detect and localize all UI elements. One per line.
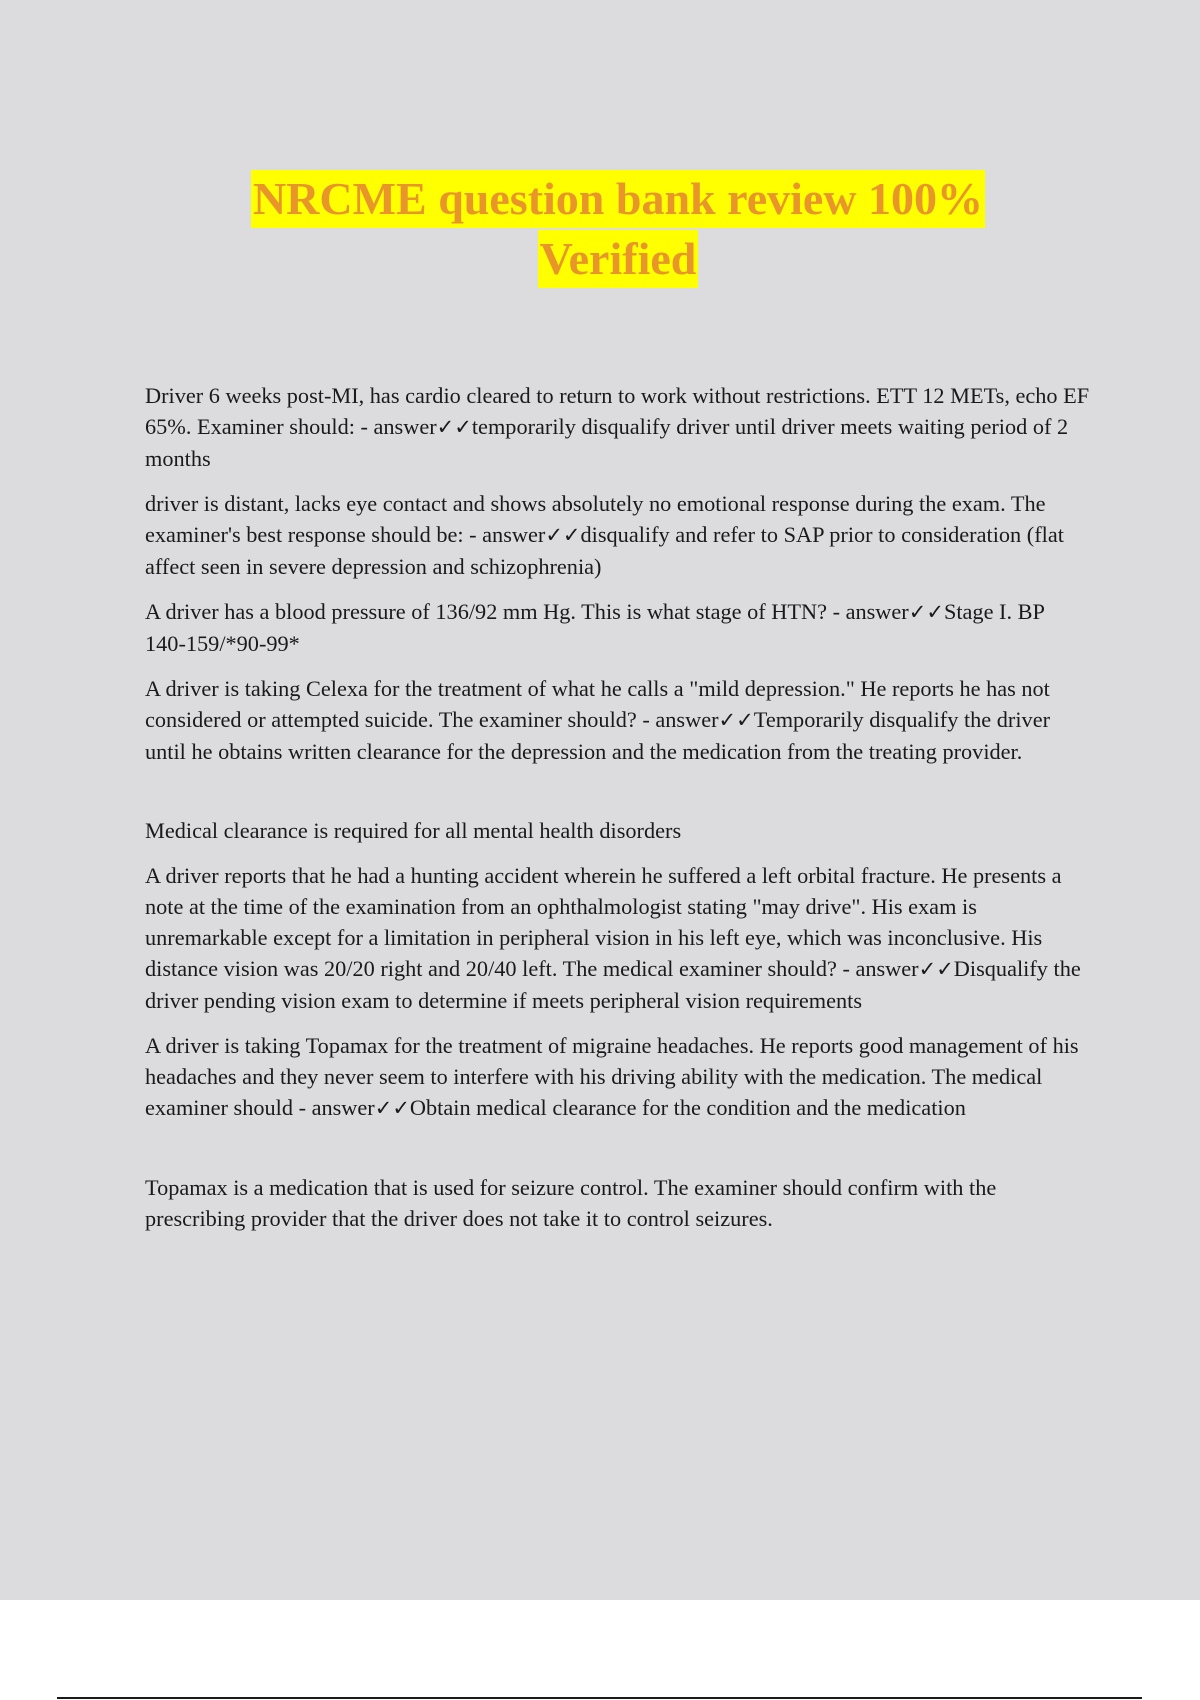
note-paragraph-1: Medical clearance is required for all mental health disorders bbox=[145, 818, 682, 843]
question-text: A driver has a blood pressure of 136/92 mm Hg. This is what stage of HTN? - answer bbox=[145, 599, 909, 624]
qa-paragraph-1 bbox=[145, 380, 1090, 474]
qa-paragraph-6 bbox=[145, 1030, 1090, 1124]
answer-text: Obtain medical clearance for the condition and the medication bbox=[409, 1095, 966, 1120]
check-mark-icon: ✓✓ bbox=[908, 600, 944, 624]
document-body bbox=[145, 380, 1090, 1248]
document-title bbox=[0, 170, 1200, 290]
qa-paragraph-5 bbox=[145, 860, 1090, 1016]
answer-text: disqualify and refer to SAP prior to consideration (flat affect seen in severe depression and schizophrenia) bbox=[145, 522, 1064, 579]
qa-paragraph-4 bbox=[145, 673, 1090, 767]
question-text: A driver reports that he had a hunting accident wherein he suffered a left orbital fracture. He presents a note at the time of the examination from an ophthalmologist stating "may drive". His exam is unremarkable except for a limitation in peripheral vision in his left eye, which was inconclusive. His distance vision was 20/20 right and 20/40 left. The medical examiner should? - answer bbox=[145, 863, 1062, 981]
answer-text: temporarily disqualify driver until driver meets waiting period of 2 months bbox=[145, 414, 1069, 471]
question-text: driver is distant, lacks eye contact and shows absolutely no emotional response during the exam. The examiner's best response should be: - answer bbox=[145, 491, 1046, 547]
question-text: Driver 6 weeks post-MI, has cardio cleared to return to work without restrictions. ETT 12 METs, echo EF 65%. Examiner should: - answer bbox=[145, 383, 1090, 439]
qa-paragraph-3 bbox=[145, 596, 1090, 659]
title-line-2: Verified bbox=[538, 230, 699, 288]
answer-text: Temporarily disqualify the driver until he obtains written clearance for the depression and the medication from the treating provider. bbox=[145, 707, 1051, 764]
check-mark-icon: ✓✓ bbox=[374, 1096, 410, 1120]
qa-paragraph-2 bbox=[145, 488, 1090, 582]
check-mark-icon: ✓✓ bbox=[918, 957, 954, 981]
question-text: A driver is taking Topamax for the treatment of migraine headaches. He reports good management of his headaches and they never seem to interfere with his driving ability with the medication. The medical examiner should - answer bbox=[145, 1033, 1079, 1120]
answer-text: Stage I. BP 140-159/*90-99* bbox=[145, 599, 1045, 656]
question-text: A driver is taking Celexa for the treatment of what he calls a "mild depression." He reports he has not considered or attempted suicide. The examiner should? - answer bbox=[145, 676, 1050, 732]
footer-divider bbox=[57, 1697, 1142, 1699]
check-mark-icon: ✓✓ bbox=[436, 415, 472, 439]
note-paragraph-2: Topamax is a medication that is used for seizure control. The examiner should confirm with the prescribing provider that the driver does not take it to control seizures. bbox=[145, 1175, 997, 1231]
check-mark-icon: ✓✓ bbox=[718, 708, 754, 732]
answer-text: Disqualify the driver pending vision exam to determine if meets peripheral vision requirements bbox=[145, 956, 1081, 1013]
check-mark-icon: ✓✓ bbox=[545, 523, 581, 547]
title-line-1: NRCME question bank review 100% bbox=[251, 170, 985, 228]
